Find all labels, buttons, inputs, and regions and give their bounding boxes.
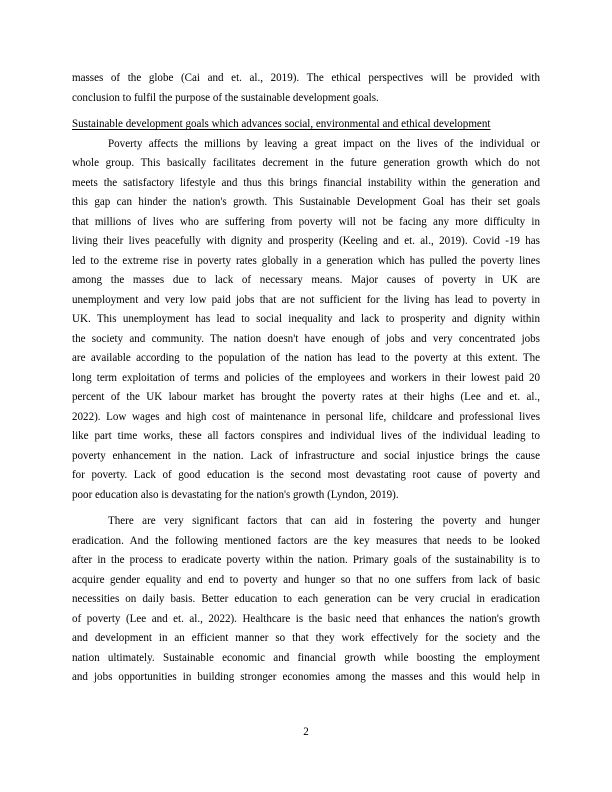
text-line: led to the extreme rise in poverty rates globally in a generation which has pulled the poverty lines: [72, 254, 540, 267]
intro-paragraph: [72, 69, 540, 108]
text-line: nation ultimately. Sustainable economic and financial growth while boosting the employment: [72, 651, 540, 664]
paragraph-poverty-causes: [72, 135, 540, 506]
text-line: eradication. And the following mentioned factors are the key measures that needs to be looked: [72, 534, 540, 547]
text-line: living their lives peacefully with dignity and prosperity (Keeling and et. al., 2019). Covid -19 has: [72, 235, 540, 247]
text-line: poverty enhancement in the nation. Lack of infrastructure and social injustice brings the cause: [72, 449, 540, 462]
text-line: meets the satisfactory lifestyle and thus this brings financial instability within the generation and: [72, 176, 540, 189]
document-page: [72, 69, 540, 688]
text-line: acquire gender equality and end to poverty and hunger so that no one suffers from lack of basic: [72, 573, 540, 586]
section-heading: Sustainable development goals which advances social, environmental and ethical development: [72, 118, 491, 130]
text-line: like part time works, these all factors conspires and individual lives of the individual leading to: [72, 430, 540, 442]
text-line: necessities on daily basis. Better education to each generation can be very crucial in eradication: [72, 593, 540, 605]
text-line: There are very significant factors that can aid in fostering the poverty and hunger: [108, 515, 540, 527]
text-line: Poverty affects the millions by leaving a great impact on the lives of the individual or: [108, 137, 540, 150]
text-line: this gap can hinder the nation's growth. This Sustainable Development Goal has their set goals: [72, 196, 540, 208]
text-line: long term exploitation of terms and policies of the employees and workers in their lowest paid 20: [72, 371, 540, 384]
page-number: 2: [303, 726, 309, 738]
text-line: percent of the UK labour market has brought the poverty rates at their highs (Lee and et. al.,: [72, 391, 540, 403]
text-line: are available according to the population of the nation has lead to the poverty at this extent. The: [72, 352, 540, 364]
text-line: masses of the globe (Cai and et. al., 2019). The ethical perspectives will be provided with: [72, 72, 540, 84]
text-line: of poverty (Lee and et. al., 2022). Healthcare is the basic need that enhances the nation's growth: [72, 612, 540, 625]
text-line: after in the process to eradicate poverty within the nation. Primary goals of the sustainability is to: [72, 554, 540, 566]
text-line: that millions of lives who are suffering from poverty will not be facing any more difficulty in: [72, 215, 540, 228]
text-line: and development in an efficient manner so that they work effectively for the society and the: [72, 632, 540, 644]
text-line: conclusion to fulfil the purpose of the sustainable development goals.: [72, 91, 379, 104]
text-line: whole group. This basically facilitates decrement in the future generation growth which do not: [72, 157, 540, 169]
text-line: poor education also is devastating for the nation's growth (Lyndon, 2019).: [72, 488, 399, 501]
text-line: UK. This unemployment has lead to social inequality and lack to prosperity and dignity within: [72, 313, 540, 325]
text-line: and jobs opportunities in building stronger economies among the masses and this would help in: [72, 671, 540, 683]
text-line: the society and community. The nation doesn't have enough of jobs and very concentrated jobs: [72, 332, 540, 345]
text-line: unemployment and very low paid jobs that are not sufficient for the living has lead to poverty in: [72, 293, 540, 306]
paragraph-poverty-eradication: [72, 512, 540, 688]
text-line: for poverty. Lack of good education is the second most devastating root cause of poverty and: [72, 469, 540, 481]
text-line: among the masses due to lack of necessary means. Major causes of poverty in UK are: [72, 274, 540, 286]
text-line: 2022). Low wages and high cost of maintenance in personal life, childcare and professional lives: [72, 410, 540, 423]
